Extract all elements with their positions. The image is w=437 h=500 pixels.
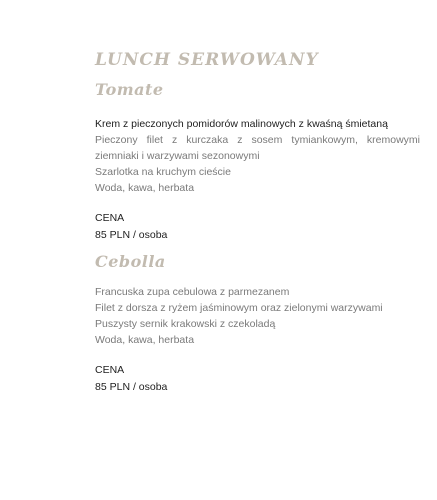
price-label: CENA <box>95 364 125 376</box>
price-value: 85 PLN / osoba <box>95 229 168 241</box>
menu-item: Woda, kawa, herbata <box>95 334 195 346</box>
menu-title-cebolla: Cebolla <box>95 252 166 271</box>
menu-item: Krem z pieczonych pomidorów malinowych z kwaśną śmietaną <box>95 118 388 130</box>
price-label: CENA <box>95 212 125 224</box>
menu-item: Filet z dorsza z ryżem jaśminowym oraz zielonymi warzywami <box>95 302 383 314</box>
price-block-tomate <box>95 210 420 244</box>
menu-title-tomate: Tomate <box>95 80 164 99</box>
menu-item: Francuska zupa cebulowa z parmezanem <box>95 286 290 298</box>
price-value: 85 PLN / osoba <box>95 381 168 393</box>
page-title: LUNCH SERWOWANY <box>95 50 319 70</box>
menu-item: Woda, kawa, herbata <box>95 182 195 194</box>
menu-items-cebolla <box>95 284 420 348</box>
menu-tomate <box>95 79 420 244</box>
menu-item: Szarlotka na kruchym cieście <box>95 166 231 178</box>
menu-page <box>95 48 420 396</box>
menu-items-tomate <box>95 116 420 196</box>
menu-cebolla <box>95 251 420 396</box>
price-block-cebolla <box>95 362 420 396</box>
menu-item: Pieczony filet z kurczaka z sosem tymiankowym, kremowymi ziemniaki i warzywami sezonowymi <box>95 134 420 162</box>
menu-item: Puszysty sernik krakowski z czekoladą <box>95 318 276 330</box>
